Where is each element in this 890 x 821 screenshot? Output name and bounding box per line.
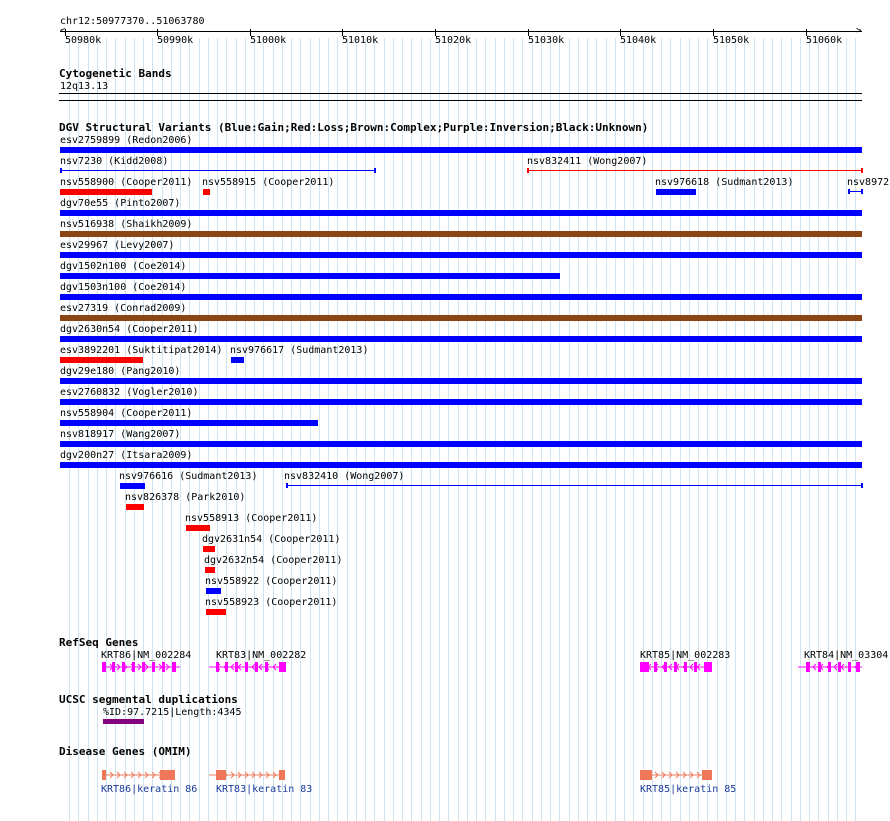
refseq-gene-label: KRT86|NM_002284 [101,650,192,661]
refseq-gene-label: KRT85|NM_002283 [640,650,731,661]
dgv-feature-label: nsv976617 (Sudmant2013) [230,345,369,356]
dgv-feature-bar [203,189,210,195]
refseq-gene-exon [704,662,712,672]
refseq-gene-exon [102,662,106,672]
omim-gene-exon [279,770,285,780]
dgv-feature-label: esv27319 (Conrad2009) [60,303,187,314]
dgv-feature-bar [60,399,862,405]
refseq-gene-exon [664,662,667,672]
dgv-feature-label: esv2760832 (Vogler2010) [60,387,199,398]
dgv-feature-label: nsv818917 (Wang2007) [60,429,181,440]
dgv-feature-bar [126,504,144,510]
dgv-feature-bar [60,420,318,426]
ruler-tick-label: 51020k [435,35,472,46]
dgv-feature-end [861,168,863,173]
dgv-feature-label: nsv7230 (Kidd2008) [60,156,169,167]
dgv-feature-label: nsv8972 [847,177,890,188]
cytoband-label: 12q13.13 [60,81,109,92]
dgv-feature-bar [60,294,862,300]
refseq-gene-exon [225,662,228,672]
dgv-feature-label: nsv558904 (Cooper2011) [60,408,193,419]
omim-gene-label[interactable]: KRT85|keratin 85 [640,784,737,795]
dgv-track-title: DGV Structural Variants (Blue:Gain;Red:Loss;Brown:Complex;Purple:Inversion;Black:Unknown) [59,121,649,134]
cytoband-band[interactable] [59,93,862,94]
refseq-gene-label: KRT84|NM_03304 [804,650,889,661]
dgv-feature-bar [60,210,862,216]
dgv-feature-label: nsv558913 (Cooper2011) [185,513,318,524]
refseq-gene-glyph [640,661,716,673]
dgv-feature-label: nsv516938 (Shaikh2009) [60,219,193,230]
dgv-feature-bar [203,546,215,552]
cytoband-track-title: Cytogenetic Bands [59,67,172,80]
ruler-tick-label: 51000k [250,35,287,46]
dgv-feature-line [848,191,862,192]
omim-gene-exon [102,770,106,780]
dgv-feature-label: nsv832410 (Wong2007) [284,471,405,482]
ruler-tick-label: 51030k [528,35,565,46]
dgv-feature-label: esv29967 (Levy2007) [60,240,175,251]
dgv-feature-end [861,483,863,488]
dgv-feature-end [374,168,376,173]
dgv-feature-label: esv3892201 (Suktitipat2014) [60,345,223,356]
refseq-gene-glyph [209,661,290,673]
cytoband-band-lower [59,100,862,101]
dgv-feature-bar [60,315,862,321]
dgv-feature-bar [231,357,244,363]
dgv-feature-bar [206,609,226,615]
dgv-feature-bar [205,567,215,573]
ruler-tick-label: 50980k [65,35,102,46]
refseq-gene-glyph [102,661,184,673]
dgv-feature-label: dgv29e180 (Pang2010) [60,366,181,377]
ruler-axis [60,31,862,32]
refseq-track-title: RefSeq Genes [59,636,139,649]
dgv-feature-label: nsv976618 (Sudmant2013) [655,177,794,188]
refseq-gene-exon [122,662,125,672]
dgv-feature-end [848,189,850,194]
dgv-feature-bar [60,357,143,363]
dgv-feature-label: dgv70e55 (Pinto2007) [60,198,181,209]
segdup-label: %ID:97.7215|Length:4345 [103,707,242,718]
dgv-feature-label: nsv976616 (Sudmant2013) [119,471,258,482]
dgv-feature-label: nsv558900 (Cooper2011) [60,177,193,188]
dgv-feature-label: dgv200n27 (Itsara2009) [60,450,193,461]
dgv-feature-label: dgv2631n54 (Cooper2011) [202,534,341,545]
ruler-location: chr12:50977370..51063780 [60,16,205,27]
omim-gene-label[interactable]: KRT86|keratin 86 [101,784,198,795]
dgv-feature-bar [60,189,152,195]
dgv-feature-label: nsv558922 (Cooper2011) [205,576,338,587]
ruler-tick-label: 51010k [342,35,379,46]
refseq-gene-label: KRT83|NM_002282 [216,650,307,661]
dgv-feature-bar [60,273,560,279]
omim-track-title: Disease Genes (OMIM) [59,745,192,758]
omim-gene-glyph [209,769,289,781]
dgv-feature-bar [186,525,210,531]
dgv-feature-label: dgv2630n54 (Cooper2011) [60,324,199,335]
refseq-gene-exon [856,662,860,672]
dgv-feature-label: nsv832411 (Wong2007) [527,156,648,167]
dgv-feature-end [861,189,863,194]
dgv-feature-label: dgv1503n100 (Coe2014) [60,282,187,293]
dgv-feature-end [286,483,288,488]
refseq-gene-exon [142,662,145,672]
ruler-tick-label: 51060k [806,35,843,46]
ruler-tick-label: 51040k [620,35,657,46]
ruler-left-arrow: < [60,26,66,36]
dgv-feature-bar [60,147,862,153]
segdup-track-title: UCSC segmental duplications [59,693,238,706]
refseq-gene-glyph [798,661,866,673]
refseq-gene-exon [684,662,687,672]
omim-gene-label[interactable]: KRT83|keratin 83 [216,784,313,795]
omim-gene-exon [640,770,652,780]
dgv-feature-bar [60,252,862,258]
ruler-right-arrow: > [856,26,862,36]
refseq-gene-exon [828,662,831,672]
dgv-feature-bar [60,378,862,384]
dgv-feature-bar [60,231,862,237]
omim-gene-glyph [640,769,716,781]
dgv-feature-label: nsv558915 (Cooper2011) [202,177,335,188]
dgv-feature-bar [656,189,696,195]
refseq-gene-exon [255,662,258,672]
dgv-feature-line [60,170,375,171]
ruler-tick-label: 50990k [157,35,194,46]
dgv-feature-bar [60,441,862,447]
dgv-feature-label: nsv558923 (Cooper2011) [205,597,338,608]
dgv-feature-label: dgv1502n100 (Coe2014) [60,261,187,272]
dgv-feature-end [60,168,62,173]
dgv-feature-line [286,485,862,486]
omim-gene-glyph [102,769,179,781]
omim-gene-exon [216,770,226,780]
dgv-feature-label: esv2759899 (Redon2006) [60,135,193,146]
dgv-feature-bar [206,588,221,594]
ruler-tick-label: 51050k [713,35,750,46]
dgv-feature-line [527,170,862,171]
segdup-feature[interactable] [103,719,144,724]
dgv-feature-label: dgv2632n54 (Cooper2011) [204,555,343,566]
dgv-feature-end [527,168,529,173]
dgv-feature-bar [60,462,862,468]
dgv-feature-bar [60,336,862,342]
dgv-feature-bar [120,483,145,489]
dgv-feature-label: nsv826378 (Park2010) [125,492,246,503]
